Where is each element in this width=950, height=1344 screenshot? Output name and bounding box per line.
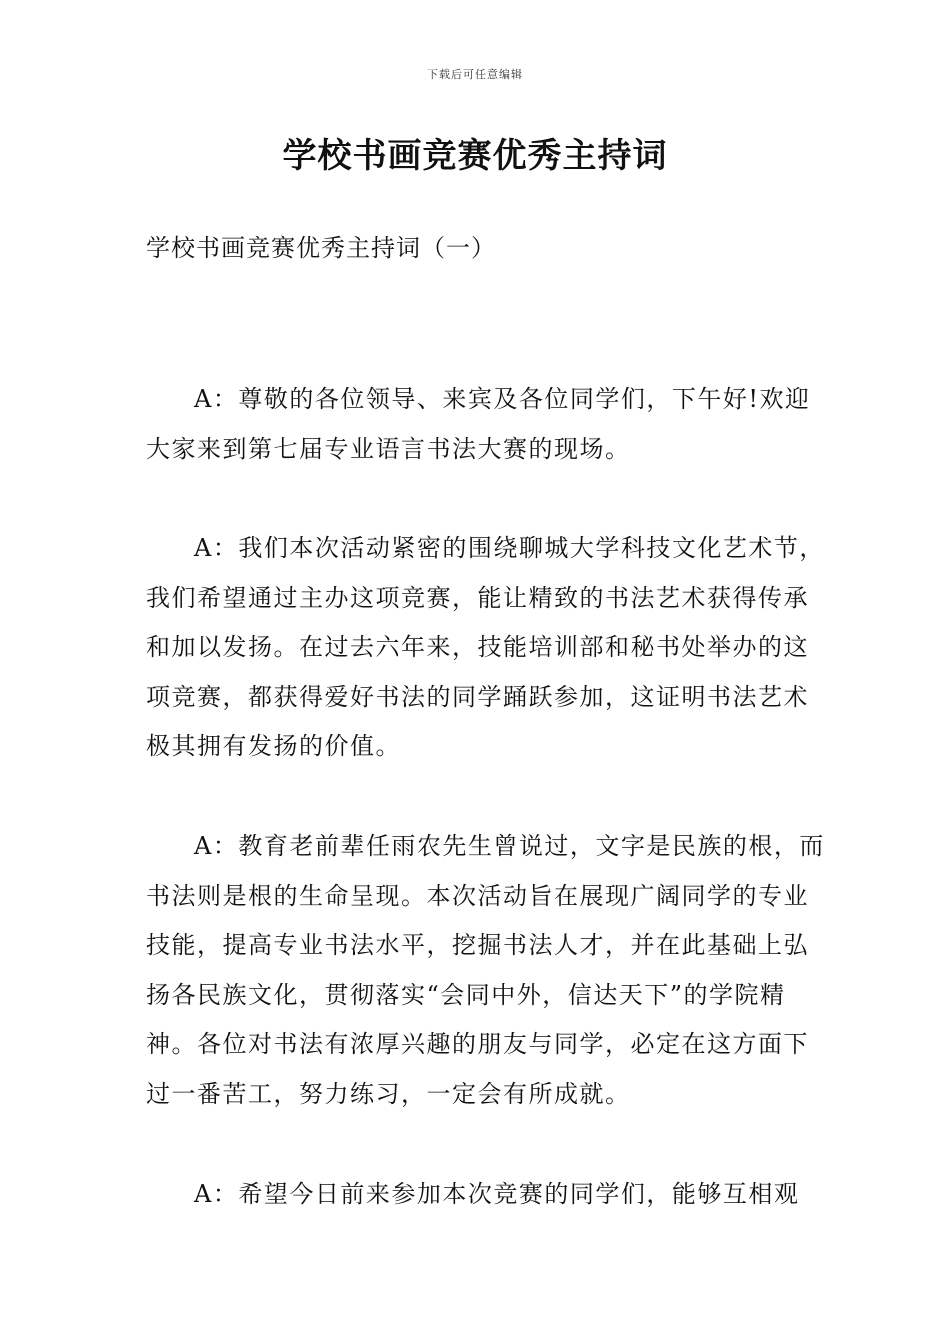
paragraph-2: A：我们本次活动紧密的围绕聊城大学科技文化艺术节，我们希望通过主办这项竞赛，能让精致的书法艺术获得传承和加以发扬。在过去六年来，技能培训部和秘书处举办的这项竞赛，都获得爱好书法的同学踊跃参加，这证明书法艺术极其拥有发扬的价值。 xyxy=(146,534,825,761)
paragraph-4: A：希望今日前来参加本次竞赛的同学们，能够互相观 xyxy=(194,1180,800,1208)
paragraph-3: A：教育老前辈任雨农先生曾说过，文字是民族的根，而书法则是根的生命呈现。本次活动旨在展现广阔同学的专业技能，提高专业书法水平，挖掘书法人才，并在此基础上弘扬各民族文化，贯彻落实“会同中外，信达天下”的学院精神。各位对书法有浓厚兴趣的朋友与同学，必定在这方面下过一番苦工，努力练习，一定会有所成就。 xyxy=(146,832,825,1108)
document-title: 学校书画竞赛优秀主持词 xyxy=(282,136,668,176)
section-subtitle: 学校书画竞赛优秀主持词（一） xyxy=(146,234,496,262)
paragraph-1: A：尊敬的各位领导、来宾及各位同学们，下午好!欢迎大家来到第七届专业语言书法大赛的现场。 xyxy=(146,385,811,463)
header-note: 下载后可任意编辑 xyxy=(427,68,523,81)
